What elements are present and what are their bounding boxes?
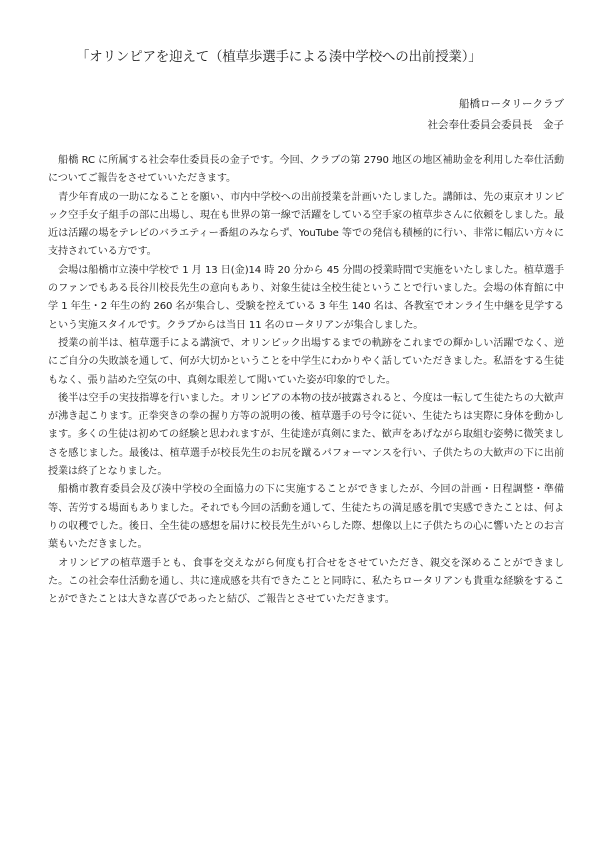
sender-block (428, 94, 565, 136)
paragraph-5: 後半は空手の実技指導を行いました。オリンピアの本物の技が披露されると、今度は一転して生徒たちの大歓声が沸き起こります。正拳突きの拳の握り方等の説明の後、植草選手の号令に従い、生徒たちは実際に身体を動かします。多くの生徒は初めての経験と思われますが、生徒達が真剣にまた、歓声をあげながら取組む姿勢に微笑ましさを感じました。最後は、植草選手が校長先生のお尻を蹴るパフォーマンスを行い、子供たちの大歓声の下に出前授業は終了となりました。 (48, 392, 564, 478)
paragraph-6: 船橋市教育委員会及び湊中学校の全面協力の下に実施することができましたが、今回の計画・日程調整・準備等、苦労する場面もありました。それでも今回の活動を通して、生徒たちの満足感を肌で実感できたことは、何よりの収穫でした。後日、全生徒の感想を届けに校長先生がいらした際、想像以上に子供たちの心に響いたとのお言葉もいただきました。 (48, 484, 564, 551)
paragraph-2: 青少年育成の一助になることを願い、市内中学校への出前授業を計画いたしました。講師は、先の東京オリンピック空手女子組手の部に出場し、現在も世界の第一線で活躍をしている空手家の植草歩さんに依頼をしました。最近は活躍の場をテレビのバラエティー番組のみならず、YouTube 等での発信も積極的に行い、非常に幅広い方々に支持されている方です。 (48, 191, 564, 258)
sender-organization: 船橋ロータリークラブ (459, 98, 564, 110)
document-body (48, 152, 564, 609)
sender-position-name: 社会奉仕委員会委員長 金子 (427, 119, 564, 131)
paragraph-4: 授業の前半は、植草選手による講演で、オリンピック出場するまでの軌跡をこれまでの輝かしい活躍でなく、逆にご自分の失敗談を通して、何が大切かということを中学生にわかりやく話していただきました。私語をする生徒もなく、張り詰めた空気の中、真剣な眼差して聞いていた姿が印象的でした。 (48, 337, 564, 386)
paragraph-7: オリンピアの植草選手とも、食事を交えながら何度も打合せをさせていただき、親交を深めることができました。この社会奉仕活動を通し、共に達成感を共有できたことと同時に、私たちロータリアンも貴重な経験をすることができたことは大きな喜びであったと結び、ご報告とさせていただきます。 (48, 557, 564, 606)
paragraph-3: 会場は船橋市立湊中学校で 1 月 13 日(金)14 時 20 分から 45 分間の授業時間で実施をいたしました。植草選手のファンでもある長谷川校長先生の意向もあり、対象生徒は全校生徒ということで行いました。会場の体育館に中学 1 年生・2 年生の約 260 名が集合し、受験を控えている 3 年生 140 名は、各教室でオンライ生中継を見学するという実施スタイルです。クラブからは当日 11 名のロータリアンが集合しました。 (48, 264, 564, 331)
paragraph-1: 船橋 RC に所属する社会奉仕委員長の金子です。今回、クラブの第 2790 地区の地区補助金を利用した奉仕活動についてご報告をさせていいただきます。 (48, 155, 564, 185)
document-title: 「オリンピアを迎えて（植草歩選手による湊中学校への出前授業）」 (76, 49, 482, 65)
